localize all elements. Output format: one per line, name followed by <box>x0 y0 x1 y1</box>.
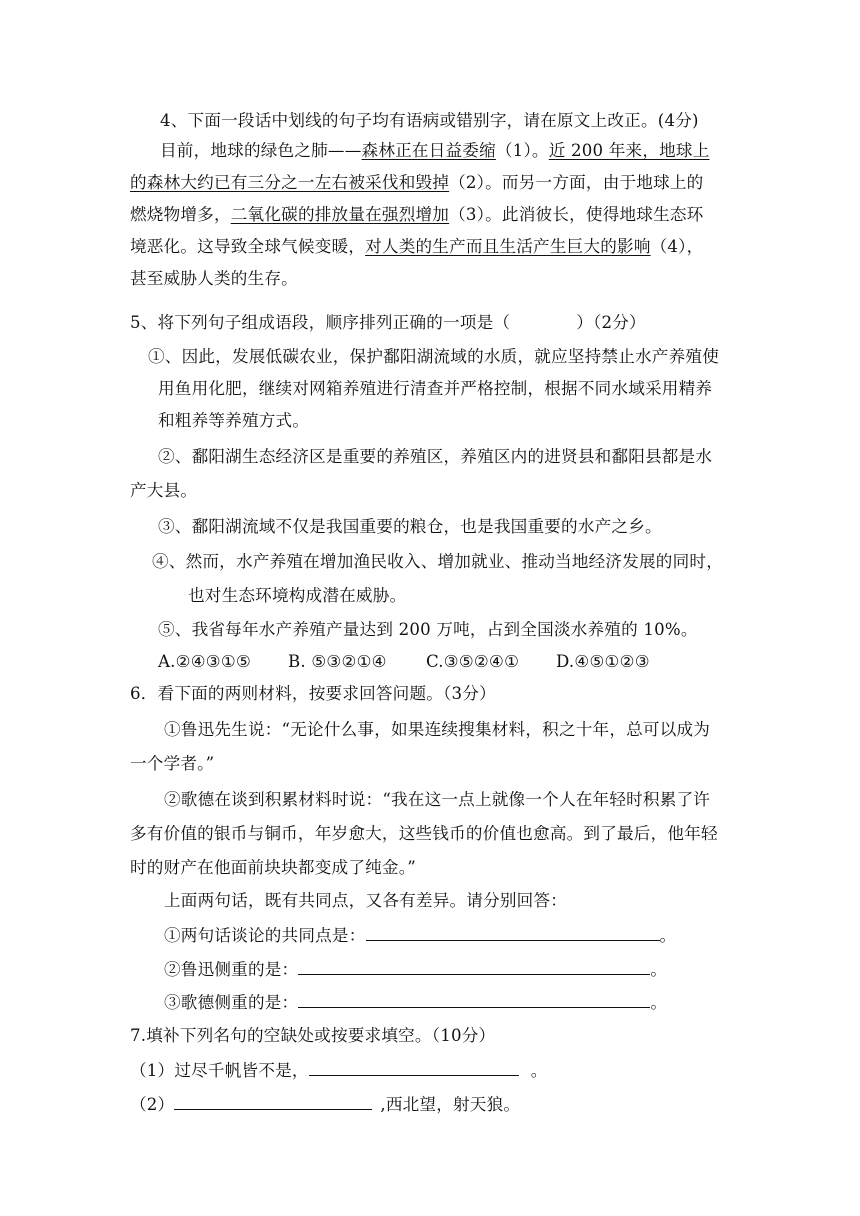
q6-material-2: 时的财产在他面前块块都变成了纯金。” <box>130 858 416 877</box>
q5-sentence-5: ⑤、我省每年水产养殖产量达到 200 万吨，占到全国淡水养殖的 10%。 <box>158 620 698 639</box>
q4-text: 燃烧物增多， <box>130 205 231 224</box>
q4-text: 目前，地球的绿色之肺—— <box>160 141 362 160</box>
q5-option-c[interactable]: C.③⑤②④① <box>426 652 520 671</box>
q5-option-d[interactable]: D.④⑤①②③ <box>556 652 650 671</box>
q4-line-2 <box>130 172 703 194</box>
q6-intro: 上面两句话，既有共同点，又各有差异。请分别回答： <box>164 891 568 910</box>
q4-text: （1）。 <box>495 141 549 160</box>
q5-title: 5、将下列句子组成语段，顺序排列正确的一项是（ ）（2分） <box>130 313 646 332</box>
q5-option-a[interactable]: A.②④③①⑤ <box>158 652 252 671</box>
q6-answer-1: ①两句话谈论的共同点是： 。 <box>164 926 677 945</box>
q6-material-2: 多有价值的银币与铜币，年岁愈大，这些钱币的价值也愈高。到了最后，他年轻 <box>130 824 718 843</box>
q5-option-b[interactable]: B. ⑤③②①④ <box>288 652 387 671</box>
q6-answer-3: ③歌德侧重的是： 。 <box>164 993 668 1012</box>
q5-sentence-2: 产大县。 <box>130 481 198 500</box>
q6-material-1: ①鲁迅先生说：“无论什么事，如果连续搜集材料，积之十年，总可以成为 <box>164 720 711 739</box>
q4-underlined-3: 二氧化碳的排放量在强烈增加 <box>230 205 450 224</box>
q4-text: （3）。此消彼长，使得地球生态环 <box>449 205 704 224</box>
q6-answer-3-blank[interactable] <box>298 991 650 1008</box>
q4-line-3 <box>130 204 703 226</box>
q4-underlined-4: 对人类的生产而且生活产生巨大的影响 <box>365 237 651 256</box>
q7-item-1: （1）过尽千帆皆不是， 。 <box>130 1061 548 1080</box>
q5-sentence-4: 也对生态环境构成潜在威胁。 <box>188 586 407 605</box>
q6-material-1: 一个学者。” <box>130 754 215 773</box>
q5-sentence-3: ③、鄱阳湖流域不仅是我国重要的粮仓，也是我国重要的水产之乡。 <box>158 517 662 536</box>
q6-answer-1-blank[interactable] <box>366 924 660 941</box>
q5-answer-blank[interactable] <box>510 312 576 328</box>
q5-sentence-4: ④、然而，水产养殖在增加渔民收入、增加就业、推动当地经济发展的同时， <box>152 552 723 571</box>
q4-line-1 <box>160 140 710 162</box>
q6-answer-2: ②鲁迅侧重的是： 。 <box>164 960 668 979</box>
q6-title: 6．看下面的两则材料，按要求回答问题。（3分） <box>130 684 496 703</box>
q4-title: 4、下面一段话中划线的句子均有语病或错别字，请在原文上改正。(4分) <box>160 111 699 130</box>
q5-sentence-1: ①、因此，发展低碳农业，保护鄱阳湖流域的水质，就应坚持禁止水产养殖使 <box>148 347 719 366</box>
q4-underlined-1: 森林正在日益委缩 <box>361 141 496 160</box>
q5-sentence-1: 用鱼用化肥，继续对网箱养殖进行清查并严格控制，根据不同水域采用精养 <box>158 379 713 398</box>
q7-title: 7.填补下列名句的空缺处或按要求填空。（10分） <box>130 1026 496 1045</box>
q6-material-2: ②歌德在谈到积累材料时说：“我在这一点上就像一个人在年轻时积累了许 <box>164 790 711 809</box>
q4-text: 境恶化。这导致全球气候变暖， <box>130 237 366 256</box>
q6-answer-2-blank[interactable] <box>298 958 650 975</box>
q5-sentence-1: 和粗养等养殖方式。 <box>158 411 310 430</box>
q7-item-2-blank[interactable] <box>174 1093 372 1110</box>
q4-line-4 <box>130 236 703 258</box>
q4-text: （2）。而另一方面，由于地球上的 <box>449 173 704 192</box>
q5-sentence-2: ②、鄱阳湖生态经济区是重要的养殖区，养殖区内的进贤县和鄱阳县都是水 <box>158 447 713 466</box>
q4-underlined-2a: 近 200 年来，地球上 <box>548 141 710 160</box>
q7-item-1-blank[interactable] <box>309 1059 519 1076</box>
q7-item-2: （2） ,西北望，射天狼。 <box>130 1095 521 1114</box>
q5-options <box>158 651 650 673</box>
q4-text: （4）， <box>650 237 704 256</box>
q4-underlined-2b: 的森林大约已有三分之一左右被采伐和毁掉 <box>130 173 450 192</box>
q4-line-5: 甚至威胁人类的生存。 <box>130 269 298 288</box>
